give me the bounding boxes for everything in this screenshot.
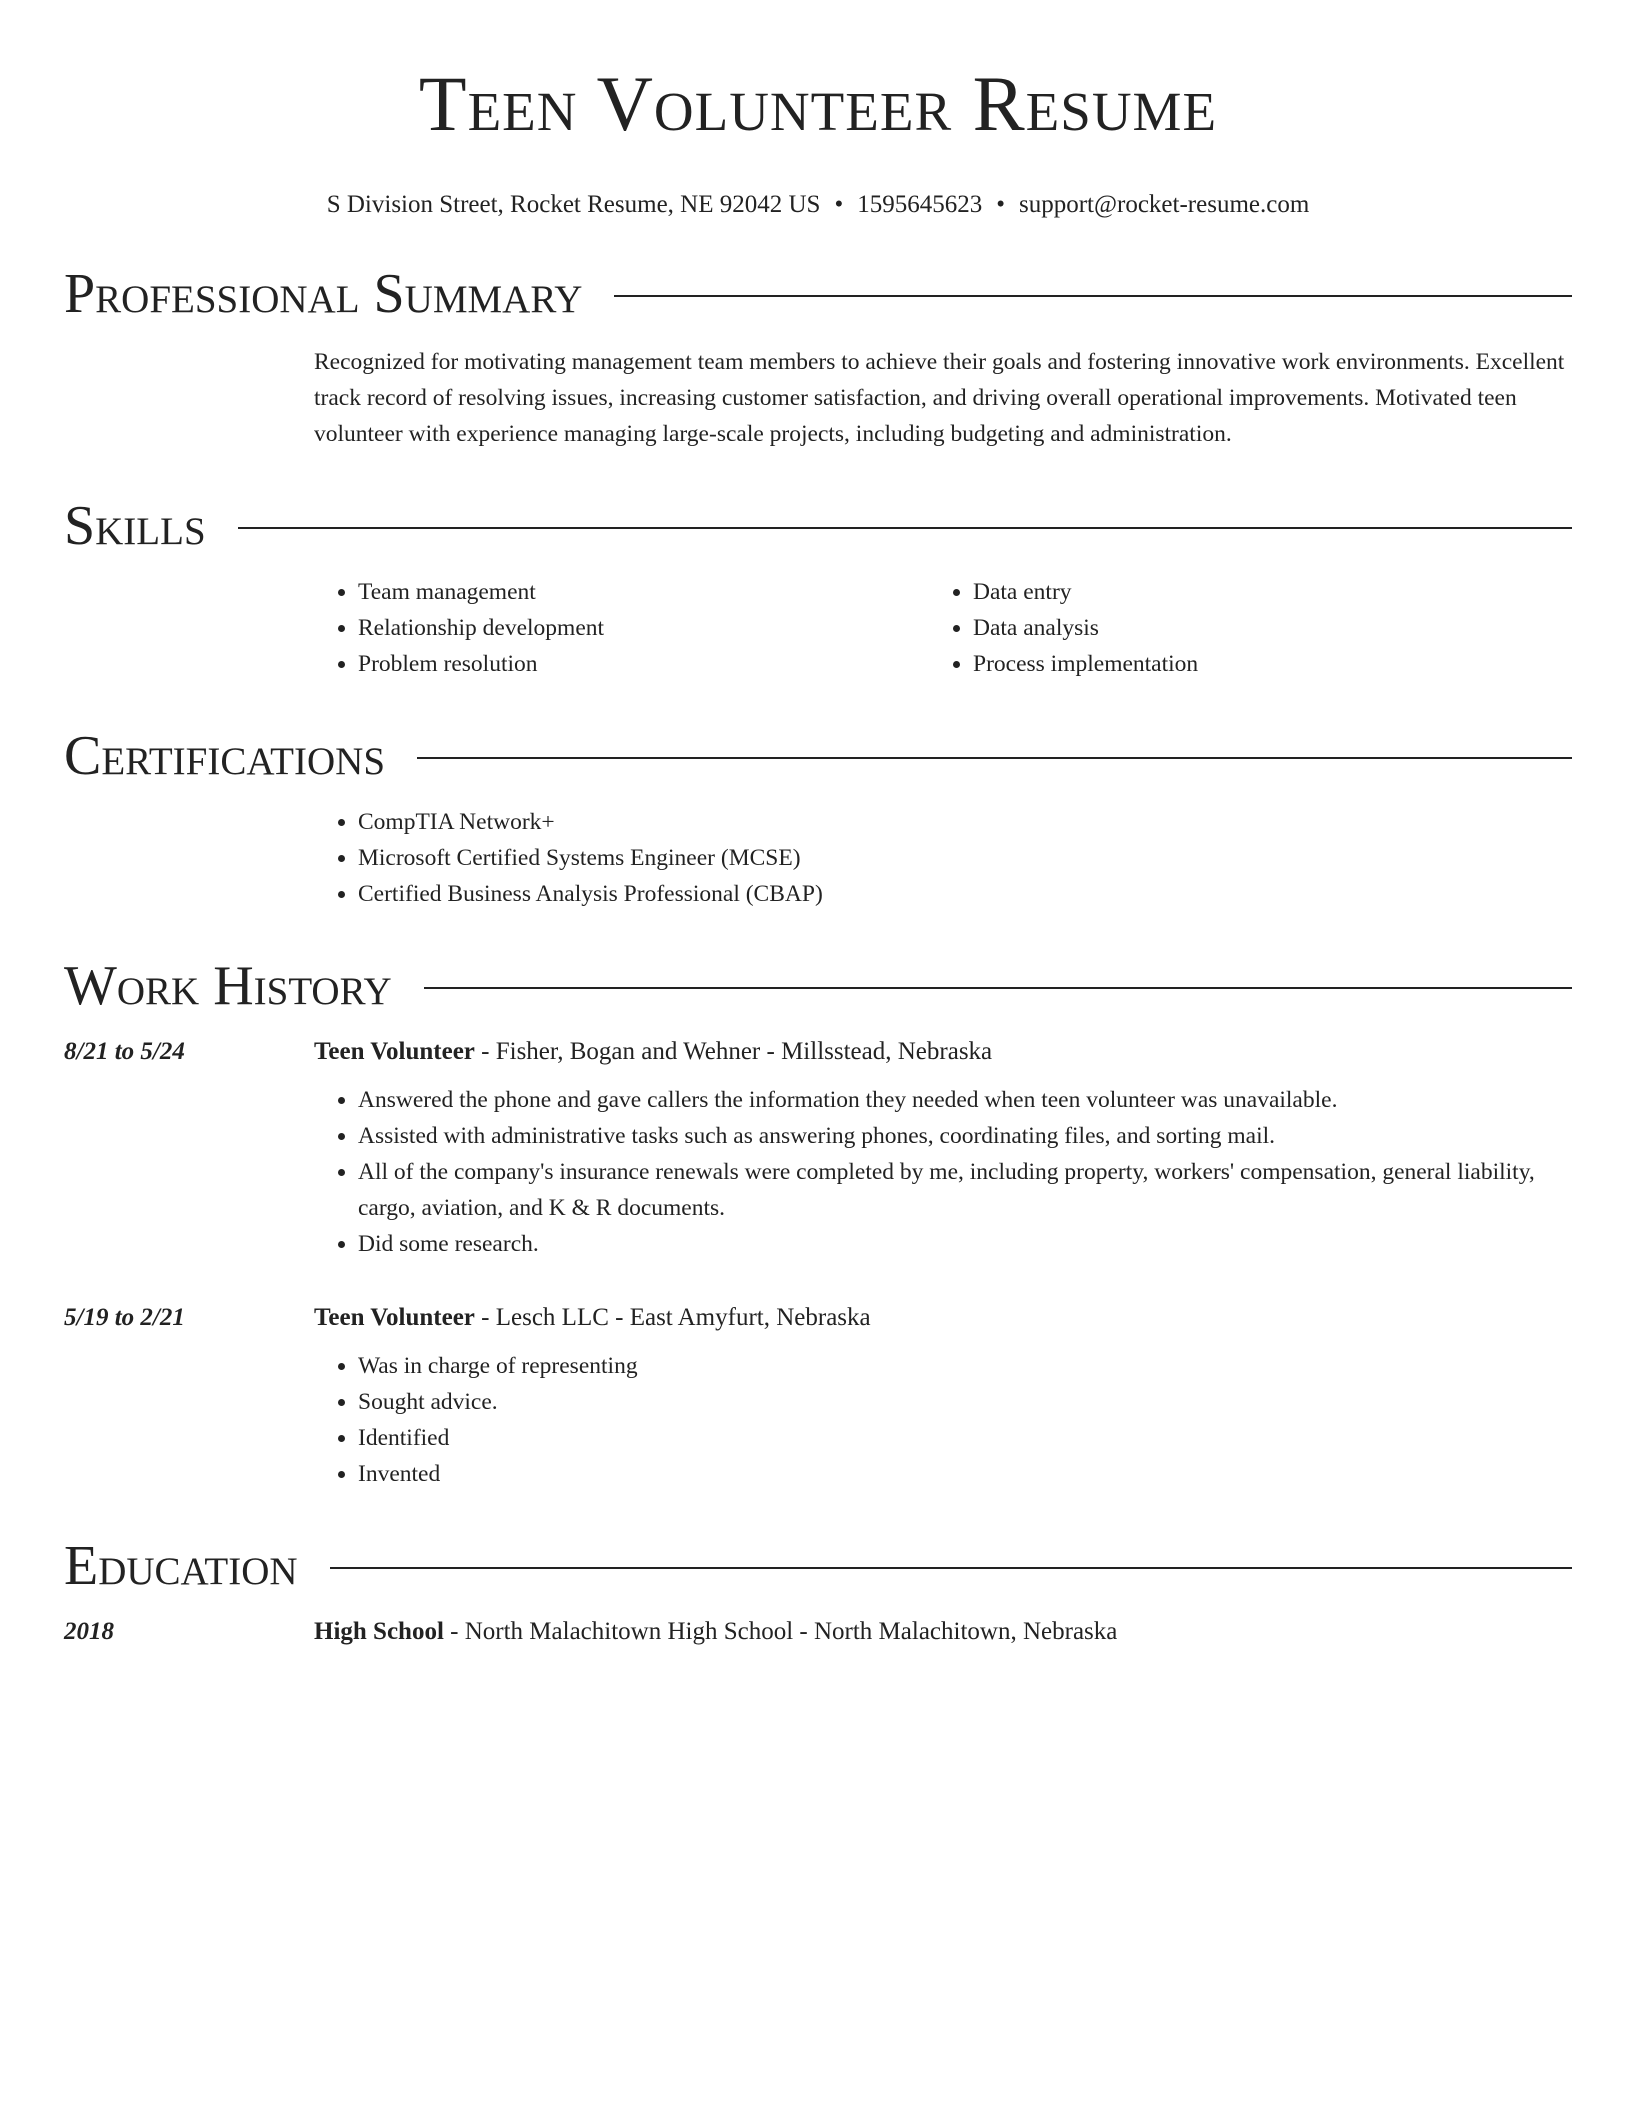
work-section-header: [64, 956, 1572, 1016]
job-bullet-list: [314, 1082, 1572, 1262]
section-divider: [417, 757, 1572, 759]
job-bullet: • Sought advice.: [358, 1384, 1572, 1420]
skills-list-left: [314, 574, 929, 682]
job-bullet: • Identified: [358, 1420, 1572, 1456]
work-heading: Work History: [64, 955, 392, 1017]
job-details: - Fisher, Bogan and Wehner - Millsstead, Nebraska: [474, 1038, 993, 1065]
section-divider: [238, 527, 1572, 529]
certifications-heading: Certifications: [64, 725, 386, 787]
contact-email: support@rocket-resume.com: [1018, 191, 1310, 218]
job-bullet: • Did some research.: [358, 1226, 1572, 1262]
education-heading: Education: [64, 1535, 298, 1597]
section-divider: [330, 1567, 1572, 1569]
job-dates: 8/21 to 5/24: [64, 1038, 185, 1065]
job-bullets: [314, 1348, 1572, 1492]
skills-heading: Skills: [64, 495, 206, 557]
certification-item: • Certified Business Analysis Professional (CBAP): [358, 876, 1572, 912]
certifications-list: [314, 804, 1572, 912]
certifications-list-wrap: [314, 804, 1572, 912]
section-divider: [614, 295, 1572, 297]
job-bullet-list: [314, 1348, 1572, 1492]
resume-title: Teen Volunteer Resume: [418, 60, 1218, 147]
skills-section-header: [64, 496, 1572, 556]
job-entry: [64, 1298, 1572, 1492]
job-bullets: [314, 1082, 1572, 1262]
skill-item: • Relationship development: [358, 610, 929, 646]
contact-separator: •: [996, 191, 1005, 218]
skill-item: • Team management: [358, 574, 929, 610]
skills-column-left: [314, 574, 929, 682]
education-year: 2018: [64, 1618, 114, 1645]
job-title-line: [314, 1032, 992, 1072]
skills-grid: [314, 574, 1572, 682]
education-header: [64, 1612, 1572, 1652]
section-divider: [424, 987, 1572, 989]
certifications-section-header: [64, 726, 1572, 786]
skills-list-right: [929, 574, 1544, 682]
education-entry: [64, 1612, 1572, 1652]
job-details: - Lesch LLC - East Amyfurt, Nebraska: [474, 1304, 871, 1331]
job-bullet: • Invented: [358, 1456, 1572, 1492]
education-section-header: [64, 1536, 1572, 1596]
certification-item: • Microsoft Certified Systems Engineer (MCSE): [358, 840, 1572, 876]
job-bullet: • Answered the phone and gave callers the information they needed when teen volunteer was unavailable.: [358, 1082, 1572, 1118]
job-title-line: [314, 1298, 871, 1338]
job-role: Teen Volunteer: [314, 1304, 475, 1331]
contact-line: [64, 190, 1572, 220]
contact-separator: •: [834, 191, 844, 218]
job-role: Teen Volunteer: [314, 1038, 475, 1065]
job-header: [64, 1298, 1572, 1338]
summary-text: Recognized for motivating management team members to achieve their goals and fostering innovative work environments. Excellent track record of resolving issues, increasing customer satisfaction, and driving overall operational improvements. Motivated teen volunteer with experience managing large-scale projects, including budgeting and administration.: [314, 349, 1565, 447]
job-entry: [64, 1032, 1572, 1262]
education-title-line: [314, 1612, 1117, 1652]
job-header: [64, 1032, 1572, 1072]
skills-column-right: [929, 574, 1544, 682]
skill-item: • Problem resolution: [358, 646, 929, 682]
job-bullet: • Assisted with administrative tasks such as answering phones, coordinating files, and sorting mail.: [358, 1118, 1572, 1154]
education-degree: High School: [314, 1618, 444, 1645]
skill-item: • Data analysis: [973, 610, 1544, 646]
education-details: - North Malachitown High School - North Malachitown, Nebraska: [443, 1618, 1118, 1645]
job-bullet: • Was in charge of representing: [358, 1348, 1572, 1384]
skill-item: • Data entry: [973, 574, 1544, 610]
summary-heading: Professional Summary: [64, 263, 583, 325]
skill-item: • Process implementation: [973, 646, 1544, 682]
contact-address: S Division Street, Rocket Resume, NE 92042 US: [326, 191, 821, 218]
job-dates: 5/19 to 2/21: [64, 1304, 185, 1331]
summary-section-header: [64, 264, 1572, 324]
job-bullet: • All of the company's insurance renewals were completed by me, including property, workers' compensation, general liability, cargo, aviation, and K & R documents.: [358, 1154, 1572, 1226]
contact-phone: 1595645623: [857, 191, 983, 218]
certification-item: • CompTIA Network+: [358, 804, 1572, 840]
